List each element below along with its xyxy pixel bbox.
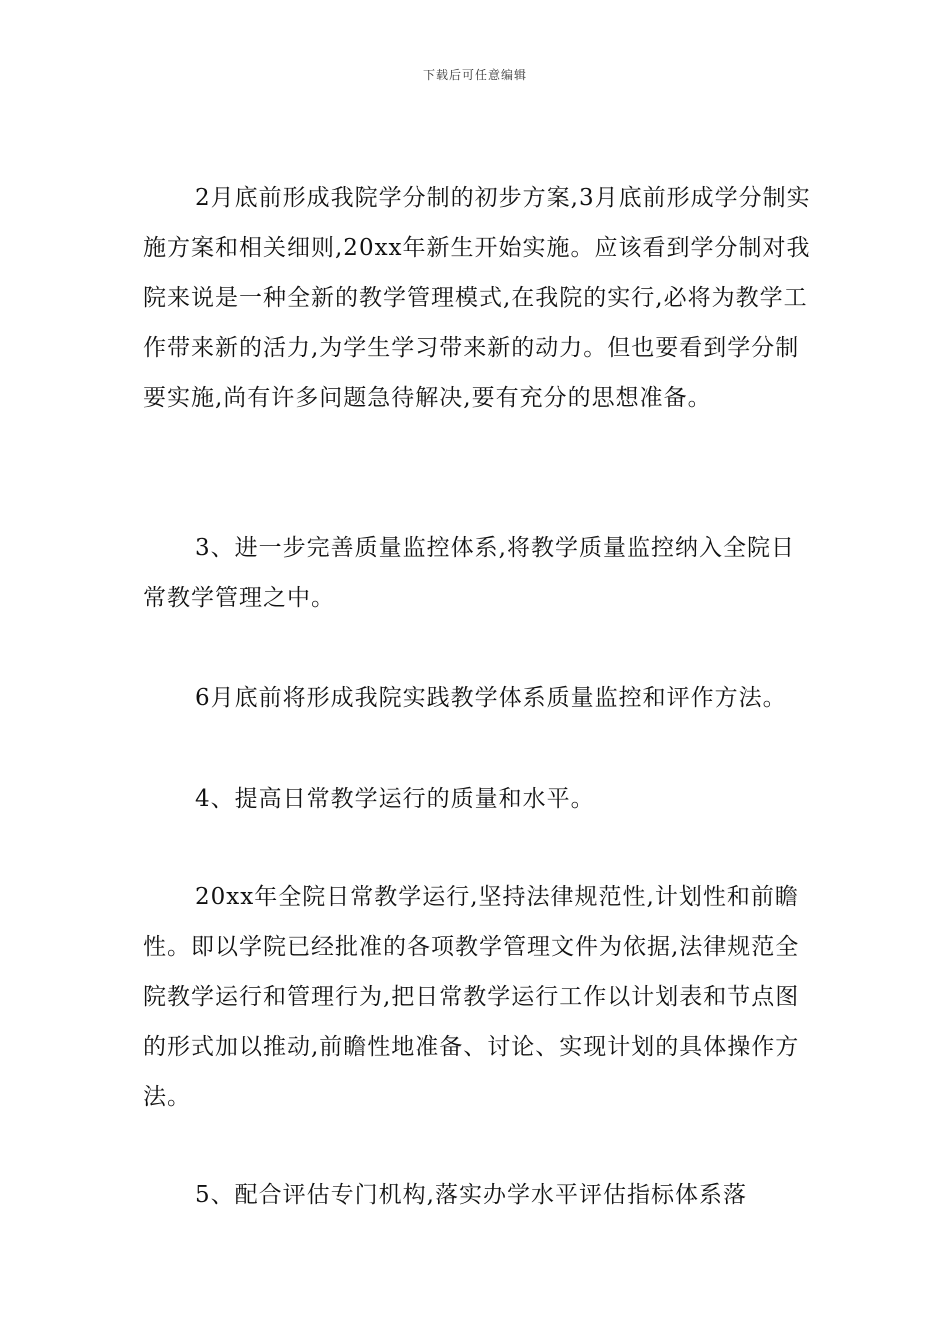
paragraph-quality-monitoring: 3、进一步完善质量监控体系,将教学质量监控纳入全院日常教学管理之中。 — [143, 535, 795, 611]
paragraph-practice-evaluation: 6月底前将形成我院实践教学体系质量监控和评作方法。 — [195, 685, 787, 711]
paragraph-daily-teaching: 20xx年全院日常教学运行,坚持法律规范性,计划性和前瞻性。即以学院已经批准的各项教学管理文件为依据,法律规范全院教学运行和管理行为,把日常教学运行工作以计划表和节点图的形式加以推动,前瞻性地准备、讨论、实现计划的具体操作方法。 — [143, 884, 800, 1110]
paragraph-credit-system: 2月底前形成我院学分制的初步方案,3月底前形成学分制实施方案和相关细则,20xx年新生开始实施。应该看到学分制对我院来说是一种全新的教学管理模式,在我院的实行,必将为教学工作带来新的活力,为学生学习带来新的动力。但也要看到学分制要实施,尚有许多问题急待解决,要有充分的思想准备。 — [143, 185, 811, 411]
paragraph-daily-teaching-heading: 4、提高日常教学运行的质量和水平。 — [195, 786, 595, 812]
page-header: 下载后可任意编辑 — [422, 68, 527, 82]
paragraph-assessment: 5、配合评估专门机构,落实办学水平评估指标体系落 — [195, 1182, 747, 1208]
